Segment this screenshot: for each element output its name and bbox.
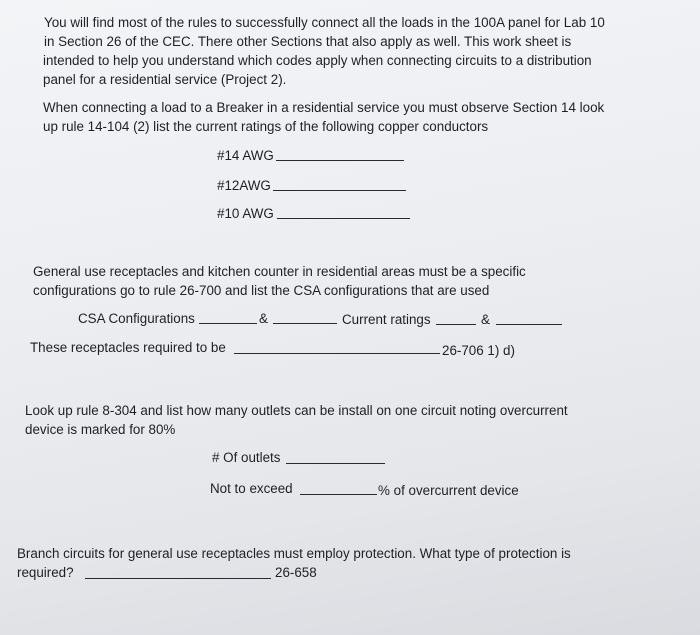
protection-line-2: required?	[17, 565, 74, 580]
receptacles-line-1: General use receptacles and kitchen counter in residential areas must be a specific	[33, 264, 526, 279]
csa-ampersand: &	[259, 311, 268, 326]
current-rating-blank-1[interactable]	[436, 324, 476, 325]
conductor-14-label: #14 AWG	[217, 148, 274, 163]
breaker-line-1: When connecting a load to a Breaker in a residential service you must observe Section 14 look	[43, 100, 605, 115]
outlets-line-1: Look up rule 8-304 and list how many outlets can be install on one circuit noting overcurrent	[25, 403, 568, 418]
breaker-line-2: up rule 14-104 (2) list the current ratings of the following copper conductors	[43, 119, 489, 134]
outlets-line-2: device is marked for 80%	[25, 422, 176, 437]
required-to-be-blank[interactable]	[234, 353, 440, 354]
csa-configurations-label: CSA Configurations	[78, 311, 195, 326]
csa-config-blank-1[interactable]	[199, 323, 257, 324]
conductor-10-label: #10 AWG	[217, 206, 274, 221]
intro-line-3: intended to help you understand which codes apply when connecting circuits to a distribution	[43, 53, 592, 68]
intro-line-2: in Section 26 of the CEC. There other Sections that also apply as well. This work sheet is	[44, 34, 572, 49]
outlet-count-blank[interactable]	[286, 463, 385, 464]
protection-type-blank[interactable]	[85, 578, 271, 579]
current-ampersand: &	[481, 312, 490, 327]
conductor-12-label: #12AWG	[217, 178, 271, 193]
required-to-be-label: These receptacles required to be	[30, 340, 226, 355]
intro-line-1: You will find most of the rules to successfully connect all the loads in the 100A panel for Lab 10	[44, 15, 605, 30]
not-to-exceed-label: Not to exceed	[210, 481, 293, 496]
csa-config-blank-2[interactable]	[273, 323, 337, 324]
conductor-12-blank[interactable]	[273, 190, 406, 191]
outlet-count-label: # Of outlets	[212, 450, 281, 465]
not-to-exceed-blank[interactable]	[300, 494, 377, 495]
intro-line-4: panel for a residential service (Project 2).	[43, 72, 287, 87]
overcurrent-percent-label: % of overcurrent device	[378, 483, 519, 498]
receptacles-line-2: configurations go to rule 26-700 and list the CSA configurations that are used	[33, 283, 490, 298]
protection-line-1: Branch circuits for general use receptacles must employ protection. What type of protection is	[17, 546, 571, 561]
current-ratings-label: Current ratings	[342, 312, 431, 327]
rule-26-706-ref: 26-706 1) d)	[442, 343, 515, 358]
rule-26-658-ref: 26-658	[275, 565, 317, 580]
conductor-14-blank[interactable]	[276, 160, 404, 161]
current-rating-blank-2[interactable]	[496, 324, 562, 325]
conductor-10-blank[interactable]	[277, 218, 410, 219]
